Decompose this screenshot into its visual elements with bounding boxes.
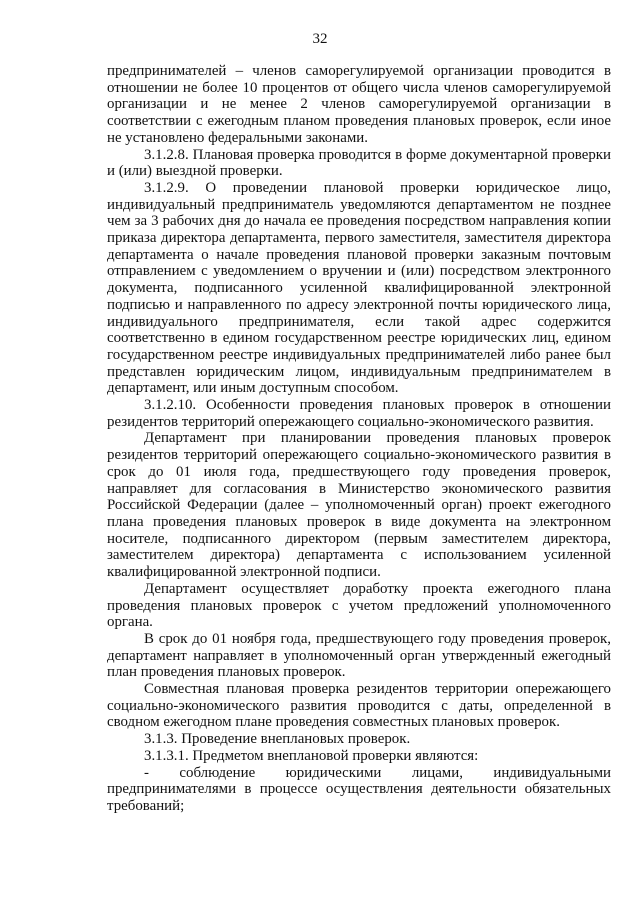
- list-item-compliance: - соблюдение юридическими лицами, индивидуальными предпринимателями в процессе осуществления деятельности обязательных требований;: [107, 764, 611, 814]
- paragraph-3-1-2-8: 3.1.2.8. Плановая проверка проводится в форме документарной проверки и (или) выездной проверки.: [107, 146, 611, 180]
- paragraph-3-1-2-9: 3.1.2.9. О проведении плановой проверки юридическое лицо, индивидуальный предприниматель уведомляются департаментом не позднее чем за 3 рабочих дня до начала ее проведения посредством направления копии приказа директора департамента, первого заместителя, заместителя директора департамента о начале проведения плановой проверки заказным почтовым отправлением с уведомлением о вручении и (или) посредством электронного документа, подписанного усиленной квалифицированной электронной подписью и направленного по адресу электронной почты юридического лица, индивидуального предпринимателя, если такой адрес содержится соответственно в едином государственном реестре юридических лиц, едином государственном реестре индивидуальных предпринимателей либо ранее был представлен юридическим лицом, индивидуальным предпринимателем в департамент, или иным доступным способом.: [107, 179, 611, 397]
- paragraph-3-1-3-1: 3.1.3.1. Предметом внеплановой проверки являются:: [144, 747, 479, 764]
- paragraph-3-1-3: 3.1.3. Проведение внеплановых проверок.: [144, 731, 411, 748]
- document-body: [107, 63, 611, 815]
- page-number: 32: [312, 31, 328, 47]
- paragraph-deadline: В срок до 01 ноября года, предшествующего году проведения проверок, департамент направляет в уполномоченный орган утвержденный ежегодный план проведения плановых проверок.: [107, 630, 611, 681]
- paragraph-revision: Департамент осуществляет доработку проекта ежегодного плана проведения плановых проверок с учетом предложений уполномоченного органа.: [107, 580, 611, 631]
- paragraph-3-1-2-10: 3.1.2.10. Особенности проведения плановых проверок в отношении резидентов территорий опережающего социально-экономического развития.: [107, 397, 611, 430]
- paragraph-continuation: предпринимателей – членов саморегулируемой организации проводится в отношении не более 10 процентов от общего числа членов саморегулируемой организации и не менее 2 членов саморегулируемой организации в соответствии с ежегодным планом проведения плановых проверок, если иное не установлено федеральными законами.: [107, 63, 611, 146]
- paragraph-joint-inspection: Совместная плановая проверка резидентов территории опережающего социально-экономического развития проводится с даты, определенной в сводном ежегодном плане проведения совместных плановых проверок.: [107, 681, 611, 731]
- paragraph-planning: Департамент при планировании проведения плановых проверок резидентов территорий опережающего социально-экономического развития в срок до 01 июля года, предшествующего году проведения проверок, направляет для согласования в Министерство экономического развития Российской Федерации (далее – уполномоченный орган) проект ежегодного плана проведения плановых проверок в виде документа на электронном носителе, подписанного директором (первым заместителем директора, заместителем директора) департамента с использованием усиленной квалифицированной электронной подписи.: [107, 430, 611, 581]
